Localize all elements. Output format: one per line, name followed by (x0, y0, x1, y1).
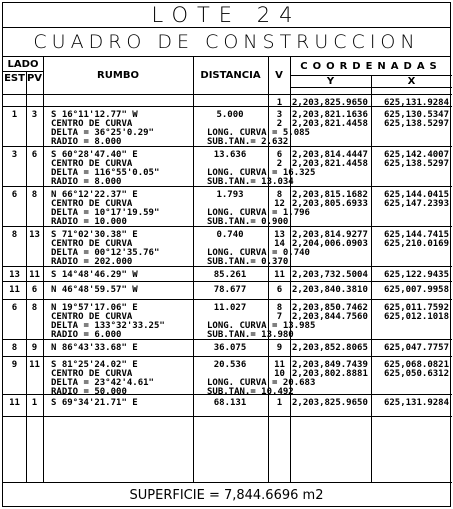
row-coord-x: 625,011.7592 (383, 303, 449, 313)
row-curve-data: SUB.TAN.= 2.632 (207, 137, 289, 147)
row-curve-data: SUB.TAN.= 0.370 (207, 257, 289, 267)
row-rumbo-line: CENTRO DE CURVA (51, 119, 133, 129)
row-coord-y: 2,203,821.4458 (292, 159, 368, 169)
row-rumbo-line: CENTRO DE CURVA (51, 159, 133, 169)
grid-line (268, 57, 269, 482)
row-pv: 3 (31, 110, 38, 120)
row-rumbo-line: CENTRO DE CURVA (51, 199, 133, 209)
grid-line (43, 57, 44, 482)
row-coord-x: 625,138.5297 (383, 159, 449, 169)
header-lado: LADO (7, 58, 39, 70)
row-rumbo-line: N 86°43'33.68" E (51, 343, 138, 353)
row-rumbo-line: DELTA = 36°25'0.29" (51, 128, 154, 138)
row-pv: 6 (31, 150, 38, 160)
row-rumbo-line: S 71°02'30.38" E (51, 230, 138, 240)
row-distancia: 68.131 (213, 398, 247, 408)
grid-line (3, 71, 43, 72)
row-rumbo-line: N 66°12'22.37" E (51, 190, 138, 200)
construction-table (2, 2, 451, 507)
row-distancia: 0.740 (216, 230, 244, 240)
row-vertex: 12 (274, 199, 285, 209)
row-curve-data: SUB.TAN.= 0.900 (207, 217, 289, 227)
row-distancia: 85.261 (213, 270, 247, 280)
row-vertex: 6 (276, 150, 283, 160)
row-rumbo-line: CENTRO DE CURVA (51, 369, 133, 379)
row-rumbo-line: S 60°28'47.40" E (51, 150, 138, 160)
row-vertex: 3 (276, 110, 283, 120)
row-vertex: 11 (274, 270, 285, 280)
row-est: 3 (11, 150, 18, 160)
row-coord-x: 625,138.5297 (383, 119, 449, 129)
row-rumbo-line: RADIO = 10.000 (51, 217, 127, 227)
row-coord-y: 2,203,802.8881 (292, 369, 368, 379)
row-curve-data: SUB.TAN.= 10.492 (207, 387, 294, 397)
row-vertex: 13 (274, 230, 285, 240)
row-curve-data: SUB.TAN.= 13.980 (207, 330, 294, 340)
row-coord-x: 625,131.9284 (383, 398, 449, 408)
row-est: 13 (9, 270, 20, 280)
row-est: 11 (9, 398, 20, 408)
row-rumbo-line: DELTA = 00°12'35.76" (51, 248, 160, 258)
row-est: 8 (11, 230, 18, 240)
row-coord-x: 625,012.1018 (383, 312, 449, 322)
row-coord-y: 2,203,840.3810 (292, 285, 368, 295)
row-coord-y: 2,203,732.5004 (292, 270, 368, 280)
row-vertex: 2 (276, 119, 283, 129)
row-est: 6 (11, 190, 18, 200)
row-pv: 9 (31, 343, 38, 353)
row-est: 6 (11, 303, 18, 313)
grid-line (3, 356, 452, 357)
row-curve-data: LONG. CURVA = 20.683 (207, 378, 316, 388)
row-coord-y: 2,203,805.6933 (292, 199, 368, 209)
header-distancia: DISTANCIA (200, 70, 261, 81)
row-coord-y: 2,203,852.8065 (292, 343, 368, 353)
row-curve-data: LONG. CURVA = 0.740 (207, 248, 310, 258)
row-vertex: 11 (274, 360, 285, 370)
row-est: 11 (9, 285, 20, 295)
row-pv: 6 (31, 285, 38, 295)
table-subtitle: CUADRO DE CONSTRUCCION (3, 28, 450, 57)
row-pv: 11 (29, 270, 40, 280)
row-coord-x: 625,144.0415 (383, 190, 449, 200)
grid-line (290, 57, 291, 482)
header-est: EST (4, 72, 25, 84)
row-rumbo-line: RADIO = 6.000 (51, 330, 122, 340)
row-rumbo-line: S 16°11'12.77" W (51, 110, 138, 120)
row-coord-x: 625,144.7415 (383, 230, 449, 240)
row-rumbo-line: CENTRO DE CURVA (51, 239, 133, 249)
row-rumbo-line: DELTA = 116°55'0.05" (51, 168, 160, 178)
row-vertex: 7 (276, 312, 283, 322)
row-coord-y: 2,203,825.9650 (292, 98, 368, 108)
row-est: 8 (11, 343, 18, 353)
row-coord-x: 625,007.9958 (383, 285, 449, 295)
row-coord-y: 2,203,844.7560 (292, 312, 368, 322)
row-rumbo-line: RADIO = 8.000 (51, 137, 122, 147)
row-vertex: 8 (276, 303, 283, 313)
row-pv: 8 (31, 190, 38, 200)
grid-line (3, 281, 452, 282)
row-coord-x: 625,131.9284 (383, 98, 449, 108)
row-rumbo-line: RADIO = 8.000 (51, 177, 122, 187)
row-rumbo-line: DELTA = 133°32'33.25" (51, 321, 165, 331)
row-pv: 1 (31, 398, 38, 408)
row-coord-x: 625,147.2393 (383, 199, 449, 209)
row-rumbo-line: RADIO = 202.000 (51, 257, 133, 267)
header-rumbo: RUMBO (97, 70, 139, 81)
page-title: LOTE 24 (3, 3, 450, 28)
row-vertex: 8 (276, 190, 283, 200)
row-curve-data: LONG. CURVA = 1.796 (207, 208, 310, 218)
row-distancia: 13.636 (213, 150, 247, 160)
row-coord-x: 625,050.6312 (383, 369, 449, 379)
row-coord-y: 2,203,814.4447 (292, 150, 368, 160)
row-coord-x: 625,047.7757 (383, 343, 449, 353)
row-coord-x: 625,068.0821 (383, 360, 449, 370)
grid-line (3, 416, 452, 417)
row-coord-x: 625,130.5347 (383, 110, 449, 120)
row-vertex: 9 (276, 343, 283, 353)
row-rumbo-line: S 69°34'21.71" E (51, 398, 138, 408)
row-vertex: 1 (276, 398, 283, 408)
row-curve-data: SUB.TAN.= 13.034 (207, 177, 294, 187)
row-coord-y: 2,203,849.7439 (292, 360, 368, 370)
row-vertex: 10 (274, 369, 285, 379)
row-pv: 8 (31, 303, 38, 313)
row-coord-y: 2,203,821.4458 (292, 119, 368, 129)
row-distancia: 11.027 (213, 303, 247, 313)
row-distancia: 1.793 (216, 190, 244, 200)
row-coord-y: 2,203,825.9650 (292, 398, 368, 408)
header-x: X (407, 75, 416, 87)
row-rumbo-line: N 46°48'59.57" W (51, 285, 138, 295)
row-coord-y: 2,203,815.1682 (292, 190, 368, 200)
row-distancia: 20.536 (213, 360, 247, 370)
row-rumbo-line: N 19°57'17.06" E (51, 303, 138, 313)
row-distancia: 5.000 (216, 110, 244, 120)
header-y: Y (326, 75, 335, 87)
row-rumbo-line: DELTA = 23°42'4.61" (51, 378, 154, 388)
row-curve-data: LONG. CURVA = 16.325 (207, 168, 316, 178)
row-rumbo-line: RADIO = 50.000 (51, 387, 127, 397)
row-coord-x: 625,142.4007 (383, 150, 449, 160)
superficie-total: SUPERFICIE = 7,844.6696 m2 (129, 487, 324, 503)
row-distancia: 36.075 (213, 343, 247, 353)
header-pv: PV (26, 72, 43, 84)
row-vertex: 14 (274, 239, 285, 249)
row-vertex: 6 (276, 285, 283, 295)
header-v: V (275, 70, 283, 81)
row-coord-y: 2,204,006.0903 (292, 239, 368, 249)
row-coord-x: 625,122.9435 (383, 270, 449, 280)
row-coord-y: 2,203,850.7462 (292, 303, 368, 313)
row-coord-y: 2,203,814.9277 (292, 230, 368, 240)
row-curve-data: LONG. CURVA = 5.085 (207, 128, 310, 138)
row-coord-x: 625,210.0169 (383, 239, 449, 249)
grid-line (3, 94, 452, 95)
row-vertex: 1 (276, 98, 283, 108)
row-rumbo-line: S 81°25'24.02" E (51, 360, 138, 370)
row-rumbo-line: S 14°48'46.29" W (51, 270, 138, 280)
row-curve-data: LONG. CURVA = 13.985 (207, 321, 316, 331)
row-est: 1 (11, 110, 18, 120)
grid-line (3, 299, 452, 300)
row-rumbo-line: CENTRO DE CURVA (51, 312, 133, 322)
row-vertex: 2 (276, 159, 283, 169)
row-rumbo-line: DELTA = 10°17'19.59" (51, 208, 160, 218)
row-est: 9 (11, 360, 18, 370)
row-pv: 11 (29, 360, 40, 370)
row-coord-y: 2,203,821.1636 (292, 110, 368, 120)
row-distancia: 78.677 (213, 285, 247, 295)
row-pv: 13 (29, 230, 40, 240)
header-coordenadas: COORDENADAS (300, 60, 442, 72)
